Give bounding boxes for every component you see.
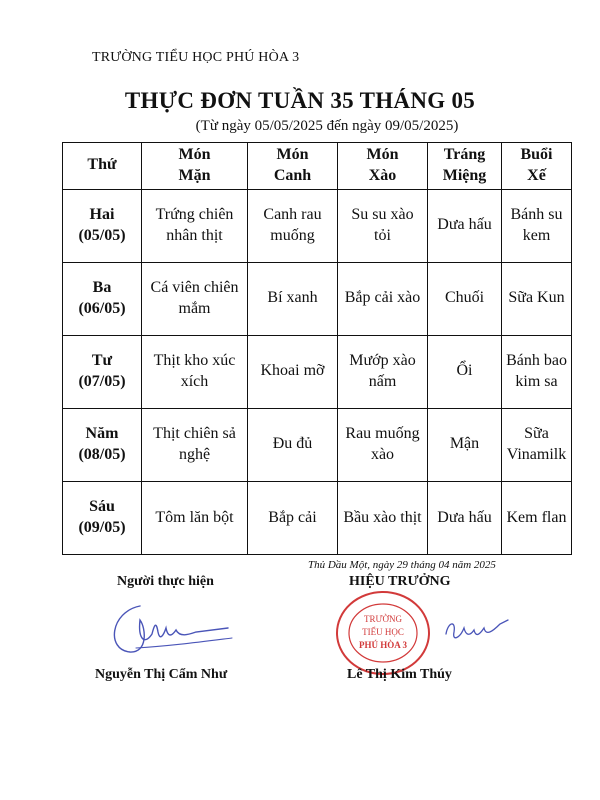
soup-cell: Khoai mỡ xyxy=(248,335,338,408)
snack-cell: Sữa Vinamilk xyxy=(502,408,572,481)
school-stamp xyxy=(333,588,433,678)
soup-cell: Bí xanh xyxy=(248,262,338,335)
soup-cell: Canh rau muống xyxy=(248,189,338,262)
dessert-cell: Chuối xyxy=(428,262,502,335)
place-and-date: Thủ Dầu Một, ngày 29 tháng 04 năm 2025 xyxy=(308,559,496,571)
school-name: TRƯỜNG TIỂU HỌC PHÚ HÒA 3 xyxy=(92,50,300,65)
column-header-snack: Buổi Xế xyxy=(502,143,572,190)
table-row xyxy=(63,481,572,554)
table-row xyxy=(63,189,572,262)
column-header-main-dish: Món Mặn xyxy=(142,143,248,190)
column-header-day: Thứ xyxy=(63,143,142,190)
stir-fry-cell: Rau muống xào xyxy=(338,408,428,481)
dessert-cell: Dưa hấu xyxy=(428,481,502,554)
principal-role: HIỆU TRƯỞNG xyxy=(349,574,451,589)
stamp-line-3: PHÚ HÒA 3 xyxy=(358,640,408,650)
stamp-line-2: TIỂU HỌC xyxy=(362,627,404,637)
dessert-cell: Ổi xyxy=(428,335,502,408)
main-dish-cell: Thịt kho xúc xích xyxy=(142,335,248,408)
page-title: THỰC ĐƠN TUẦN 35 THÁNG 05 xyxy=(124,88,476,113)
stamp-line-1: TRƯỜNG xyxy=(364,614,402,624)
day-cell: Năm (08/05) xyxy=(63,408,142,481)
main-dish-cell: Thịt chiên sả nghệ xyxy=(142,408,248,481)
main-dish-cell: Tôm lăn bột xyxy=(142,481,248,554)
stir-fry-cell: Bầu xào thịt xyxy=(338,481,428,554)
principal-signature xyxy=(440,612,510,652)
menu-table xyxy=(62,142,572,555)
day-cell: Ba (06/05) xyxy=(63,262,142,335)
column-header-stir-fry: Món Xào xyxy=(338,143,428,190)
column-header-soup: Món Canh xyxy=(248,143,338,190)
soup-cell: Bắp cải xyxy=(248,481,338,554)
snack-cell: Bánh su kem xyxy=(502,189,572,262)
date-range: (Từ ngày 05/05/2025 đến ngày 09/05/2025) xyxy=(195,118,459,134)
snack-cell: Bánh bao kim sa xyxy=(502,335,572,408)
main-dish-cell: Cá viên chiên mắm xyxy=(142,262,248,335)
column-header-dessert: Tráng Miệng xyxy=(428,143,502,190)
dessert-cell: Dưa hấu xyxy=(428,189,502,262)
day-cell: Hai (05/05) xyxy=(63,189,142,262)
table-row xyxy=(63,335,572,408)
soup-cell: Đu đủ xyxy=(248,408,338,481)
preparer-signature xyxy=(100,598,240,660)
preparer-name: Nguyễn Thị Cẩm Như xyxy=(95,667,228,682)
day-cell: Sáu (09/05) xyxy=(63,481,142,554)
stir-fry-cell: Bắp cải xào xyxy=(338,262,428,335)
snack-cell: Sữa Kun xyxy=(502,262,572,335)
stir-fry-cell: Su su xào tỏi xyxy=(338,189,428,262)
table-row xyxy=(63,262,572,335)
principal-name: Lê Thị Kim Thúy xyxy=(347,667,452,682)
main-dish-cell: Trứng chiên nhân thịt xyxy=(142,189,248,262)
snack-cell: Kem flan xyxy=(502,481,572,554)
stir-fry-cell: Mướp xào nấm xyxy=(338,335,428,408)
dessert-cell: Mận xyxy=(428,408,502,481)
preparer-role: Người thực hiện xyxy=(117,574,214,589)
day-cell: Tư (07/05) xyxy=(63,335,142,408)
table-row xyxy=(63,408,572,481)
table-header-row xyxy=(63,143,572,190)
